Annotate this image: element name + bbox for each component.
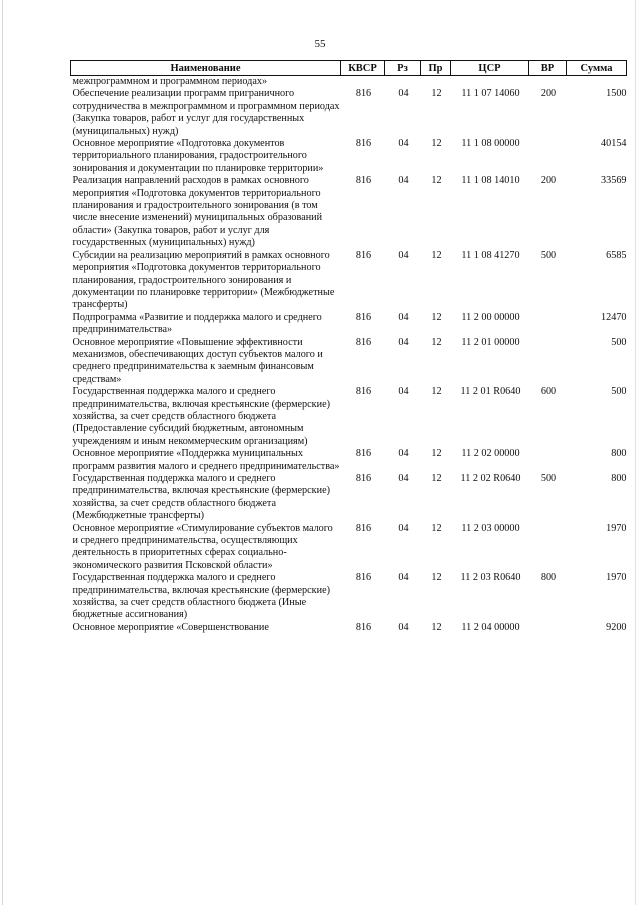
header-csr: ЦСР	[451, 61, 529, 76]
row-sum: 1970	[606, 522, 627, 534]
header-pr: Пр	[421, 61, 451, 76]
row-csr: 11 2 01 00000	[461, 336, 520, 348]
header-rz: Рз	[385, 61, 421, 76]
row-rz: 04	[398, 336, 409, 348]
table-row	[71, 76, 627, 89]
row-name: Государственная поддержка малого и среднего предпринимательства, включая крестьянские (фермерские) хозяйства, за счет средств областного бюджета (Межбюджетные трансферты)	[72, 473, 330, 522]
row-sum: 1970	[606, 572, 627, 584]
row-rz: 04	[398, 175, 409, 187]
row-vr	[529, 76, 567, 89]
row-pr	[421, 76, 451, 89]
budget-table	[70, 60, 627, 634]
row-rz: 04	[398, 473, 409, 484]
row-vr	[529, 337, 567, 387]
page-number: 55	[314, 38, 326, 50]
row-csr: 11 1 08 00000	[461, 138, 520, 150]
row-rz: 04	[398, 386, 409, 398]
header-vr: ВР	[529, 61, 567, 76]
table-row	[71, 523, 627, 573]
row-rz: 04	[398, 621, 409, 633]
row-kvsr: 816	[355, 621, 372, 633]
row-sum: 500	[611, 336, 627, 348]
row-pr: 12	[431, 386, 442, 398]
row-name: межпрограммном и программном периодах»	[72, 76, 268, 87]
table-row	[71, 175, 627, 249]
row-pr: 12	[431, 336, 442, 348]
row-csr: 11 1 07 14060	[461, 88, 520, 100]
row-csr: 11 2 03 R0640	[460, 572, 521, 584]
row-kvsr: 816	[355, 175, 372, 187]
scan-edge-left	[2, 0, 3, 905]
row-sum: 9200	[606, 621, 627, 633]
table-row	[71, 250, 627, 312]
row-rz: 04	[398, 572, 409, 584]
row-name: Основное мероприятие «Повышение эффективности механизмов, обеспечивающих доступ субъектов малого и среднего предпринимательства к заемным финансовым средствам»	[72, 336, 323, 385]
scan-edge-right	[635, 0, 636, 905]
row-rz: 04	[398, 311, 409, 323]
row-csr: 11 2 01 R0640	[460, 386, 521, 398]
row-pr: 12	[431, 138, 442, 150]
table-row	[71, 622, 627, 634]
row-name: Основное мероприятие «Поддержка муниципальных программ развития малого и среднего предпринимательства»	[72, 448, 340, 472]
row-pr: 12	[431, 522, 442, 534]
table-row	[71, 337, 627, 387]
row-kvsr: 816	[355, 311, 372, 323]
row-kvsr	[341, 76, 385, 89]
row-name: Государственная поддержка малого и среднего предпринимательства, включая крестьянские (фермерские) хозяйства, за счет средств областного бюджета (Иные бюджетные ассигнования)	[72, 572, 330, 621]
row-csr: 11 1 08 41270	[461, 249, 520, 261]
header-name: Наименование	[71, 61, 341, 76]
row-vr	[529, 312, 567, 337]
table-header-row	[71, 61, 627, 76]
row-vr: 800	[540, 572, 557, 584]
row-vr	[529, 138, 567, 175]
table-row	[71, 386, 627, 448]
row-kvsr: 816	[355, 386, 372, 398]
row-pr: 12	[431, 175, 442, 187]
row-pr: 12	[431, 473, 442, 484]
row-sum: 33569	[601, 175, 627, 187]
row-name: Основное мероприятие «Совершенствование	[72, 621, 269, 633]
table-row	[71, 138, 627, 175]
row-pr: 12	[431, 621, 442, 633]
row-vr	[529, 523, 567, 573]
row-rz: 04	[398, 88, 409, 100]
row-name: Основное мероприятие «Стимулирование субъектов малого и среднего предпринимательства, осуществляющих деятельность в приоритетных сферах социально-экономического развития Псковской области»	[72, 522, 333, 571]
row-vr: 500	[540, 473, 557, 484]
row-sum: 6585	[606, 249, 627, 261]
row-name: Обеспечение реализации программ приграничного сотрудничества в межпрограммном и программном периодах (Закупка товаров, работ и услуг для государственных (муниципальных) нужд)	[72, 88, 340, 137]
row-kvsr: 816	[355, 522, 372, 534]
row-vr: 200	[540, 88, 557, 100]
row-vr	[529, 622, 567, 634]
row-sum: 12470	[601, 311, 627, 323]
row-pr: 12	[431, 88, 442, 100]
row-pr: 12	[431, 448, 442, 460]
row-vr: 500	[540, 249, 557, 261]
row-name: Реализация направлений расходов в рамках основного мероприятия «Подготовка документов территориального планирования и градостроительного зонирования (в том числе внесение изменений) муниципальных образований области» (Закупка товаров, работ и услуг для государственных (муниципальных) нужд)	[72, 175, 323, 249]
row-rz: 04	[398, 249, 409, 261]
row-sum: 800	[611, 473, 627, 484]
row-name: Подпрограмма «Развитие и поддержка малого и среднего предпринимательства»	[72, 311, 322, 336]
row-kvsr: 816	[355, 448, 372, 460]
row-name: Субсидии на реализацию мероприятий в рамках основного мероприятия «Подготовка документов территориального планирования, градостроительного зонирования и документации по планировке территории» (Межбюджетные трансферты)	[72, 249, 335, 311]
table-row	[71, 572, 627, 622]
row-name: Государственная поддержка малого и среднего предпринимательства, включая крестьянские (фермерские) хозяйства, за счет средств областного бюджета (Предоставление субсидий бюджетным, автономным учреждениям и иным некоммерческим организациям)	[72, 386, 330, 447]
row-name: Основное мероприятие «Подготовка документов территориального планирования, градостроительного зонирования и документации по планировке территории»	[72, 138, 324, 174]
row-rz	[385, 76, 421, 89]
row-pr: 12	[431, 311, 442, 323]
row-csr: 11 2 04 00000	[461, 621, 520, 633]
row-csr: 11 2 03 00000	[461, 522, 520, 534]
row-kvsr: 816	[355, 572, 372, 584]
row-vr: 600	[540, 386, 557, 398]
row-pr: 12	[431, 572, 442, 584]
row-rz: 04	[398, 138, 409, 150]
row-csr: 11 2 00 00000	[461, 311, 520, 323]
row-kvsr: 816	[355, 336, 372, 348]
row-sum: 1500	[606, 88, 627, 100]
row-sum: 800	[611, 448, 627, 460]
row-vr: 200	[540, 175, 557, 187]
row-sum	[567, 76, 627, 89]
row-csr: 11 1 08 14010	[461, 175, 520, 187]
row-csr	[451, 76, 529, 89]
header-sum: Сумма	[567, 61, 627, 76]
row-kvsr: 816	[355, 249, 372, 261]
row-pr: 12	[431, 249, 442, 261]
row-rz: 04	[398, 448, 409, 460]
table-row	[71, 312, 627, 337]
row-sum: 40154	[601, 138, 627, 150]
row-vr	[529, 448, 567, 473]
row-csr: 11 2 02 00000	[461, 448, 520, 460]
row-rz: 04	[398, 522, 409, 534]
row-sum: 500	[611, 386, 627, 398]
row-kvsr: 816	[355, 138, 372, 150]
table-row	[71, 448, 627, 473]
row-kvsr: 816	[355, 88, 372, 100]
row-csr: 11 2 02 R0640	[460, 473, 521, 484]
table-row	[71, 88, 627, 138]
header-kvsr: КВСР	[341, 61, 385, 76]
table-row	[71, 473, 627, 523]
row-kvsr: 816	[355, 473, 372, 484]
